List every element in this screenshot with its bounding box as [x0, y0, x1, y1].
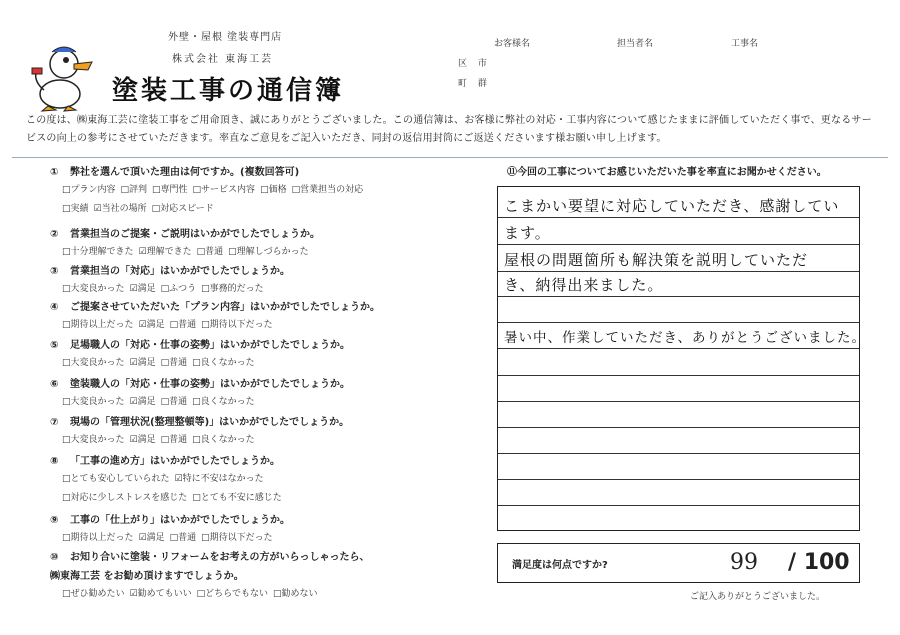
checkbox-option[interactable]: □とても不安に感じた — [192, 493, 282, 503]
question-text: 工事の「仕上がり」はいかがでしたでしょうか。 — [70, 515, 290, 526]
handwritten-line: き、納得出来ました。 — [504, 276, 664, 294]
checkbox-option[interactable]: ☑理解できた — [138, 247, 192, 257]
checkbox-option[interactable]: □期待以上だった — [62, 533, 134, 543]
staff-name-label: 担当者名 — [617, 39, 654, 49]
handwritten-line: こまかい要望に対応していただき、感謝してい — [504, 197, 840, 215]
question-text: 営業担当のご提案・ご説明はいかがでしたでしょうか。 — [70, 229, 320, 240]
checkbox-option[interactable]: □とても安心していられた — [62, 474, 170, 484]
checkbox-option[interactable]: □普通 — [160, 435, 188, 445]
divider — [12, 157, 888, 158]
question-text: 塗装職人の「対応・仕事の姿勢」はいかがでしたでしょうか。 — [70, 379, 350, 390]
option-row — [62, 530, 278, 543]
question-number: ④ — [50, 302, 59, 313]
checkbox-option[interactable]: □大変良かった — [62, 435, 125, 445]
option-row — [62, 355, 260, 368]
company-tagline: 外壁・屋根 塗装専門店 — [168, 32, 283, 43]
question-text: お知り合いに塗装・リフォームをお考えの方がいらっしゃったら、 — [70, 552, 370, 563]
question-number: ⑤ — [50, 340, 59, 351]
checkbox-option[interactable]: □勧めない — [273, 589, 318, 599]
ruled-line — [498, 375, 859, 376]
ruled-line — [498, 505, 859, 506]
option-row — [62, 201, 219, 214]
checkbox-option[interactable]: □評判 — [120, 185, 148, 195]
checkbox-option[interactable]: □営業担当の対応 — [291, 185, 364, 195]
question-title — [50, 336, 350, 351]
ruled-line — [498, 348, 859, 349]
checkbox-option[interactable]: □ふつう — [160, 284, 197, 294]
ruled-line — [498, 244, 859, 245]
checkbox-option[interactable]: ☑満足 — [129, 435, 156, 445]
ruled-line — [498, 296, 859, 297]
ruled-line — [498, 322, 859, 323]
score-max: / 100 — [788, 550, 850, 575]
checkbox-option[interactable]: ☑勧めてもいい — [129, 589, 192, 599]
checkbox-option[interactable]: □普通 — [196, 247, 224, 257]
option-row — [62, 281, 269, 294]
checkbox-option[interactable]: ☑満足 — [129, 284, 156, 294]
checkbox-option[interactable]: ☑満足 — [129, 358, 156, 368]
work-name-label: 工事名 — [731, 39, 759, 49]
ruled-line — [498, 217, 859, 218]
question-title — [50, 225, 320, 240]
handwritten-line: ます。 — [504, 224, 551, 242]
page-title: 塗装工事の通信簿 — [112, 76, 345, 106]
score-box — [497, 543, 860, 583]
thanks-text: ご記入ありがとうございました。 — [690, 592, 826, 602]
question-title-line2: ㈱東海工芸 をお勧め頂けますでしょうか。 — [50, 571, 244, 582]
checkbox-option[interactable]: □良くなかった — [192, 358, 255, 368]
question-title — [50, 375, 350, 390]
ruled-line — [498, 401, 859, 402]
question-number: ③ — [50, 266, 59, 277]
option-row — [62, 586, 323, 599]
question-number: ② — [50, 229, 59, 240]
question-title — [50, 163, 299, 178]
question-text: 営業担当の「対応」はいかがでしたでしょうか。 — [70, 266, 290, 277]
q11-title: ⑪今回の工事についてお感じいただいた事を率直にお聞かせください。 — [507, 167, 827, 178]
checkbox-option[interactable]: □価格 — [260, 185, 287, 195]
question-text: ご提案させていただいた「プラン内容」はいかがでしたでしょうか。 — [70, 302, 380, 313]
question-title — [50, 262, 290, 277]
ruled-line — [498, 479, 859, 480]
checkbox-option[interactable]: □普通 — [169, 533, 197, 543]
ruled-line — [498, 271, 859, 272]
checkbox-option[interactable]: □プラン内容 — [62, 185, 116, 195]
question-title — [50, 511, 290, 526]
checkbox-option[interactable]: □対応に少しストレスを感じた — [62, 493, 188, 503]
score-label: 満足度は何点ですか? — [512, 560, 608, 571]
checkbox-option[interactable]: □サービス内容 — [192, 185, 256, 195]
duck-mascot-icon — [30, 42, 98, 112]
checkbox-option[interactable]: □良くなかった — [192, 435, 255, 445]
question-title — [50, 452, 280, 467]
intro-text: この度は、㈱東海工芸に塗装工事をご用命頂き、誠にありがとうございました。この通信簿は、お客様に弊社の対応・工事内容について感じたままに評価していただく事で、更なるサービスの向上の参考にさせていただきます。率直なご意見をご記入いただき、同封の返信用封筒にご返送くださいます様お願い申し上げます。 — [26, 115, 872, 144]
question-number: ① — [50, 167, 59, 178]
question-number: ⑦ — [50, 417, 59, 428]
question-text: 「工事の進め方」はいかがでしたでしょうか。 — [70, 456, 280, 467]
question-number: ⑩ — [50, 552, 59, 563]
option-row — [62, 394, 260, 407]
checkbox-option[interactable]: □対応スピード — [151, 204, 214, 214]
option-row — [62, 182, 368, 195]
handwritten-line: 屋根の問題箇所も解決策を説明していただ — [504, 251, 809, 269]
checkbox-option[interactable]: □実績 — [62, 204, 89, 214]
checkbox-option[interactable]: □普通 — [160, 397, 188, 407]
customer-name-label: お客様名 — [494, 39, 531, 49]
checkbox-option[interactable]: ☑満足 — [138, 320, 165, 330]
handwritten-line: 暑い中、作業していただき、ありがとうございました。 — [504, 330, 866, 346]
question-number: ⑧ — [50, 456, 59, 467]
comment-box — [497, 186, 866, 531]
checkbox-option[interactable]: □大変良かった — [62, 284, 125, 294]
checkbox-option[interactable]: □専門性 — [152, 185, 188, 195]
checkbox-option[interactable]: ☑当社の場所 — [93, 204, 147, 214]
question-text: 足場職人の「対応・仕事の姿勢」はいかがでしたでしょうか。 — [70, 340, 350, 351]
checkbox-option[interactable]: □ぜひ勧めたい — [62, 589, 125, 599]
question-number: ⑨ — [50, 515, 59, 526]
ruled-line — [498, 453, 859, 454]
ward-city-label: 区 市 — [458, 59, 491, 69]
checkbox-option[interactable]: □良くなかった — [192, 397, 255, 407]
checkbox-option[interactable]: □十分理解できた — [62, 247, 134, 257]
checkbox-option[interactable]: □普通 — [169, 320, 197, 330]
option-row — [62, 432, 260, 445]
checkbox-option[interactable]: □普通 — [160, 358, 188, 368]
ruled-line — [498, 427, 859, 428]
town-county-label: 町 群 — [458, 79, 491, 89]
checkbox-option[interactable]: □大変良かった — [62, 358, 125, 368]
checkbox-option[interactable]: □理解しづらかった — [228, 247, 309, 257]
question-text: 現場の「管理状況(整理整頓等)」はいかがでしたでしょうか。 — [70, 417, 350, 428]
checkbox-option[interactable]: ☑特に不安はなかった — [174, 474, 264, 484]
checkbox-option[interactable]: ☑満足 — [138, 533, 165, 543]
question-number: ⑥ — [50, 379, 59, 390]
option-row — [62, 244, 314, 257]
question-title — [50, 298, 380, 313]
checkbox-option[interactable]: □期待以下だった — [201, 533, 273, 543]
checkbox-option[interactable]: □大変良かった — [62, 397, 125, 407]
question-title — [50, 548, 370, 563]
option-row — [62, 317, 278, 330]
question-title — [50, 413, 349, 428]
checkbox-option[interactable]: □期待以下だった — [201, 320, 273, 330]
checkbox-option[interactable]: □期待以上だった — [62, 320, 134, 330]
option-row — [62, 490, 287, 503]
option-row — [62, 471, 269, 484]
question-text: 弊社を選んで頂いた理由は何ですか。(複数回答可) — [70, 167, 300, 178]
checkbox-option[interactable]: □どちらでもない — [196, 589, 269, 599]
score-value: 99 — [730, 550, 758, 575]
checkbox-option[interactable]: ☑満足 — [129, 397, 156, 407]
company-name: 株式会社 東海工芸 — [172, 54, 274, 65]
checkbox-option[interactable]: □事務的だった — [201, 284, 264, 294]
